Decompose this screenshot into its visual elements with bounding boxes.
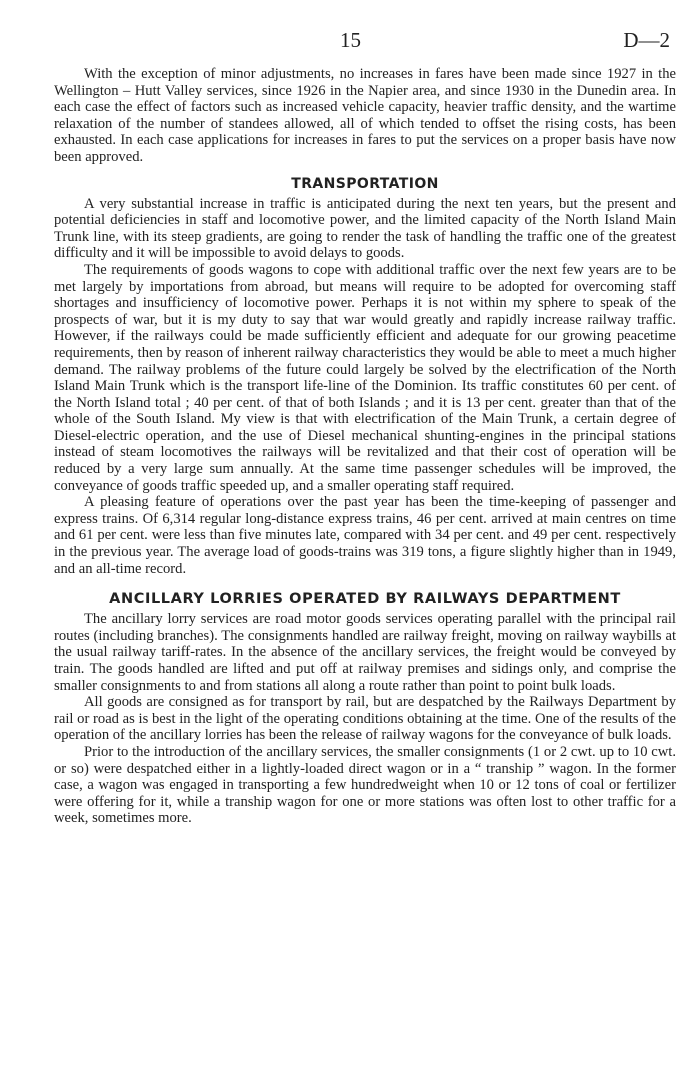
ancillary-paragraph-2: All goods are consigned as for transport by rail, but are despatched by the Railways Department by rail or road as is best in the light of the operating conditions obtaining at the time. One of the results of the operation of the ancillary lorries has been the release of railway wagons for the conveyance of bulk loads. <box>54 694 676 744</box>
ancillary-paragraph-1: The ancillary lorry services are road motor goods services operating parallel with the principal rail routes (including branches). The consignments handled are railway freight, moving on railway waybills at the usual railway tariff-rates. In the absence of the ancillary services, the freight would be conveyed by train. The goods handled are lifted and put off at railway premises and sidings only, and comprise the smaller consignments to and from stations all along a route rather than point to point bulk loads. <box>54 611 676 694</box>
intro-paragraph: With the exception of minor adjustments, no increases in fares have been made since 1927 in the Wellington – Hutt Valley services, since 1926 in the Napier area, and since 1930 in the Dunedin area. In each case the effect of factors such as increased vehicle capacity, heavier traffic density, and the wartime relaxation of the number of standees allowed, all of which tended to offset the rising costs, has been exhausted. In each case applications for increases in fares to put the services on a proper basis have now been approved. <box>54 66 676 165</box>
transportation-paragraph-1: A very substantial increase in traffic is anticipated during the next ten years, but the present and potential deficiencies in staff and locomotive power, and the limited capacity of the North Island Main Trunk line, with its steep gradients, are going to render the task of handling the traffic one of the greatest difficulty and it will be impossible to avoid delays to goods. <box>54 195 676 262</box>
transportation-paragraph-2: The requirements of goods wagons to cope with additional traffic over the next few years are to be met largely by importations from abroad, but means will require to be adopted for overcoming staff shortages and insufficiency of locomotive power. Perhaps it is not within my sphere to speak of the prospects of war, but it is my duty to say that war would greatly and rapidly increase railway traffic. However, if the railways could be made sufficiently efficient and adequate for our growing peacetime requirements, then by reason of inherent railway characteristics they would be able to meet a much higher demand. The railway problems of the future could largely be solved by the electrification of the North Island Main Trunk which is the transport life-line of the Dominion. Its traffic constitutes 60 per cent. of the North Island total ; 40 per cent. of that of both Islands ; and it is 13 per cent. greater than that of the whole of the South Island. My view is that with electrification of the Main Trunk, a certain degree of Diesel-electric operation, and the use of Diesel mechanical shunting-engines in the principal stations instead of steam locomotives the railways will be revitalized and that their cost of operation will be reduced by a very large sum annually. At the same time passenger schedules will be improved, the conveyance of goods traffic speeded up, and a smaller operating staff required. <box>54 261 676 494</box>
transportation-paragraph-3: A pleasing feature of operations over the past year has been the time-keeping of passenger and express trains. Of 6,314 regular long-distance express trains, 46 per cent. arrived at main centres on time and 61 per cent. were less than five minutes late, compared with 34 per cent. and 49 per cent. respectively in the previous year. The average load of goods-trains was 319 tons, a figure slightly higher than in 1949, and an all-time record. <box>54 494 676 577</box>
page-header <box>0 28 700 52</box>
section-heading-ancillary-lorries: ANCILLARY LORRIES OPERATED BY RAILWAYS DEPARTMENT <box>109 591 621 608</box>
page-number: 15 <box>340 28 361 52</box>
document-body <box>54 66 676 827</box>
section-heading-transportation: TRANSPORTATION <box>291 175 439 192</box>
document-code: D—2 <box>623 28 670 52</box>
ancillary-paragraph-3: Prior to the introduction of the ancillary services, the smaller consignments (1 or 2 cwt. up to 10 cwt. or so) were despatched either in a lightly-loaded direct wagon or in a “ tranship ” wagon. In the former case, a wagon was engaged in transporting a few hundredweight when 10 or 12 tons of coal or fertilizer were offering for it, while a tranship wagon for one or more stations was often lost to other traffic for a week, sometimes more. <box>54 743 676 827</box>
